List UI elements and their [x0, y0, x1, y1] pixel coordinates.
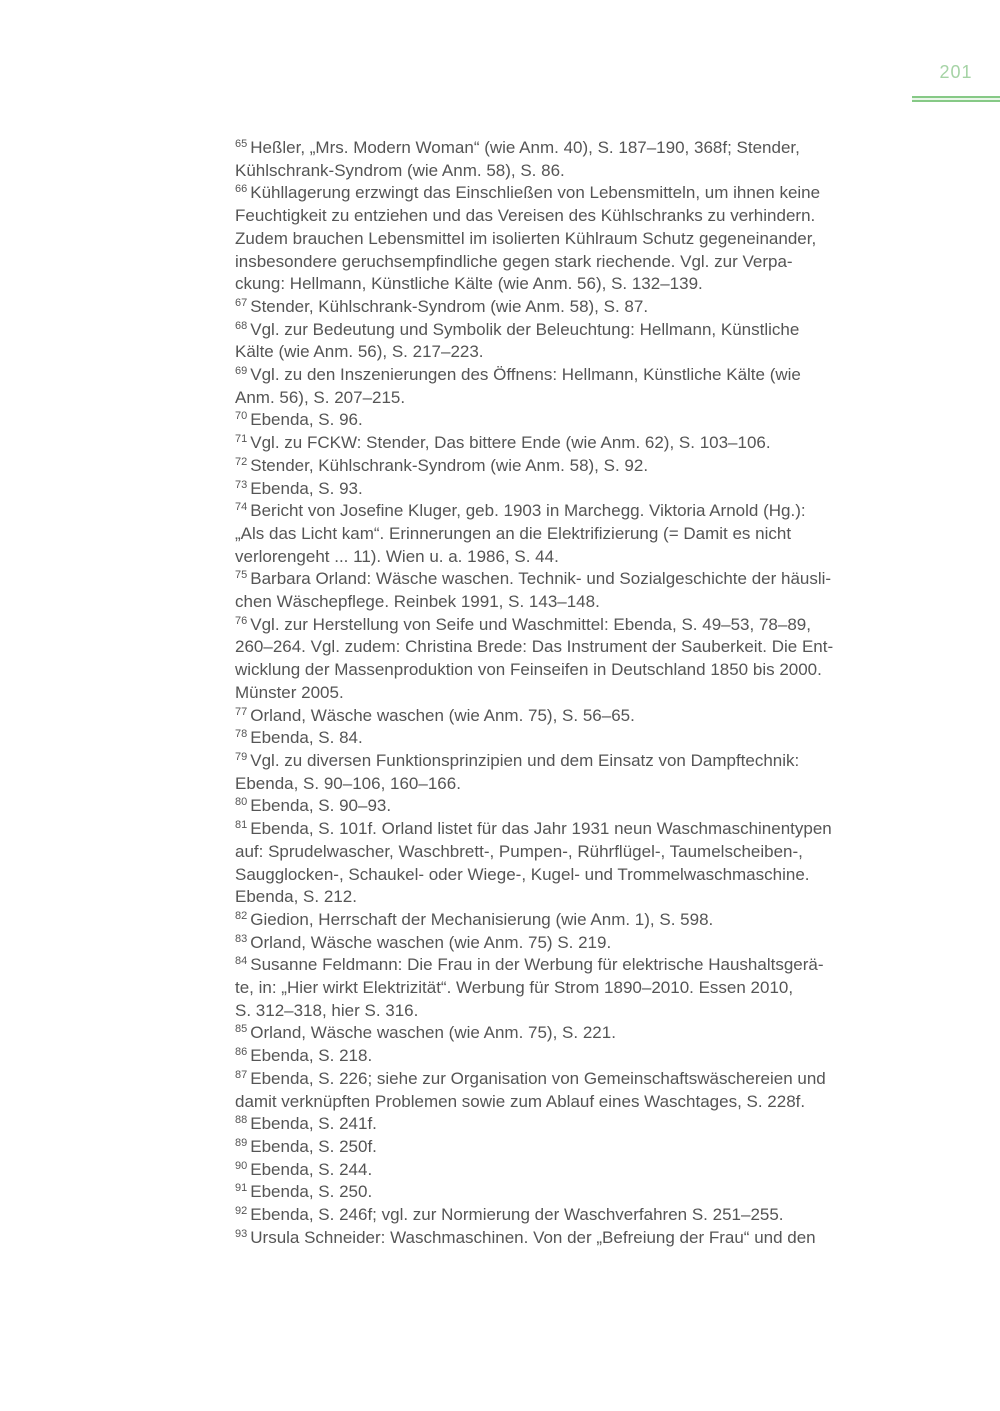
footnote-70: $^{70}$ Ebenda, S. 96. — [235, 410, 363, 430]
footnote-72: $^{72}$ Stender, Kühlschrank-Syndrom (wie Anm. 58), S. 92. — [235, 455, 649, 475]
footnote-65: $^{65}$ Heßler, „Mrs. Modern Woman“ (wie Anm. 40), S. 187–190, 368f; Stender, Kühlschrank-Syndrom (wie Anm. 58), S. 86. — [235, 138, 800, 180]
footnote-marker: 84 — [235, 955, 248, 968]
footnote-marker: 86 — [235, 1046, 248, 1059]
footnote-69: $^{69}$ Vgl. zu den Inszenierungen des Öffnens: Hellmann, Künstliche Kälte (wie Anm. 56), S. 207–215. — [235, 365, 801, 407]
footnote-75: $^{75}$ Barbara Orland: Wäsche waschen. Technik- und Sozialgeschichte der häusli- chen Wäschepflege. Reinbek 1991, S. 143–148. — [235, 569, 832, 612]
footnote-marker: 83 — [235, 932, 248, 945]
footnote-76: $^{76}$ Vgl. zur Herstellung von Seife und Waschmittel: Ebenda, S. 49–53, 78–89, 260–264. Vgl. zudem: Christina Brede: Das Instrument der Sauberkeit. Die Ent- wicklung der Massenproduktion von Feinseifen in Deutschland 1850 bis 2000. Münster 2005. — [235, 614, 834, 702]
footnote-marker: 90 — [235, 1159, 248, 1172]
footnote-marker: 69 — [235, 365, 248, 378]
footnote-78: $^{78}$ Ebenda, S. 84. — [235, 728, 363, 748]
footnote-marker: 87 — [235, 1068, 248, 1081]
footnote-74: $^{74}$ Bericht von Josefine Kluger, geb. 1903 in Marchegg. Viktoria Arnold (Hg.): „Als das Licht kam“. Erinnerungen an die Elektrifizierung (= Damit es nicht verlorengeht ... 11). Wien u. a. 1986, S. 44. — [235, 501, 806, 566]
footnotes-block — [235, 137, 915, 1249]
footnote-67: $^{67}$ Stender, Kühlschrank-Syndrom (wie Anm. 58), S. 87. — [235, 296, 649, 316]
footnote-marker: 68 — [235, 319, 248, 332]
footnote-81: $^{81}$ Ebenda, S. 101f. Orland listet für das Jahr 1931 neun Waschmaschinentypen auf: Sprudelwascher, Waschbrett-, Pumpen-, Rührflügel-, Taumelscheiben-, Saugglocken-, Schaukel- oder Wiege-, Kugel- und Trommelwaschmaschine. Ebenda, S. 212. — [235, 819, 832, 907]
header-rule — [912, 96, 1000, 102]
footnote-marker: 92 — [235, 1205, 248, 1218]
footnote-marker: 77 — [235, 705, 248, 718]
footnote-marker: 88 — [235, 1114, 248, 1127]
footnote-marker: 80 — [235, 796, 248, 809]
footnote-77: $^{77}$ Orland, Wäsche waschen (wie Anm. 75), S. 56–65. — [235, 705, 635, 725]
footnote-93: $^{93}$ Ursula Schneider: Waschmaschinen. Von der „Befreiung der Frau“ und den — [235, 1227, 816, 1247]
footnote-84: $^{84}$ Susanne Feldmann: Die Frau in der Werbung für elektrische Haushaltsgerä- te, in: „Hier wirkt Elektrizität“. Werbung für Strom 1890–2010. Essen 2010, S. 312–318, hier S. 316. — [235, 955, 824, 1020]
footnote-91: $^{91}$ Ebenda, S. 250. — [235, 1182, 373, 1202]
footnote-66: $^{66}$ Kühllagerung erzwingt das Einschließen von Lebensmitteln, um ihnen keine Feuchtigkeit zu entziehen und das Vereisen des Kühlschranks zu verhindern. Zudem brauchen Lebensmittel im isolierten Kühlraum Schutz gegeneinander, insbesondere geruchsempfindliche gegen stark riechende. Vgl. zur Verpa- ckung: Hellmann, Künstliche Kälte (wie Anm. 56), S. 132–139. — [235, 183, 821, 294]
footnote-marker: 93 — [235, 1227, 248, 1240]
footnote-86: $^{86}$ Ebenda, S. 218. — [235, 1046, 373, 1066]
footnote-marker: 76 — [235, 614, 248, 627]
footnote-marker: 81 — [235, 819, 248, 832]
footnote-marker: 73 — [235, 478, 248, 491]
footnote-73: $^{73}$ Ebenda, S. 93. — [235, 478, 363, 498]
footnote-marker: 78 — [235, 728, 248, 741]
footnote-82: $^{82}$ Giedion, Herrschaft der Mechanisierung (wie Anm. 1), S. 598. — [235, 909, 714, 929]
footnote-marker: 85 — [235, 1023, 248, 1036]
footnote-80: $^{80}$ Ebenda, S. 90–93. — [235, 796, 392, 816]
footnote-92: $^{92}$ Ebenda, S. 246f; vgl. zur Normierung der Waschverfahren S. 251–255. — [235, 1205, 784, 1225]
footnote-marker: 79 — [235, 750, 248, 763]
footnote-marker: 75 — [235, 569, 248, 582]
footnote-90: $^{90}$ Ebenda, S. 244. — [235, 1159, 373, 1179]
footnote-79: $^{79}$ Vgl. zu diversen Funktionsprinzipien und dem Einsatz von Dampftechnik: Ebenda, S. 90–106, 160–166. — [235, 750, 800, 793]
footnote-marker: 91 — [235, 1182, 248, 1195]
footnote-83: $^{83}$ Orland, Wäsche waschen (wie Anm. 75) S. 219. — [235, 932, 612, 952]
footnote-87: $^{87}$ Ebenda, S. 226; siehe zur Organisation von Gemeinschaftswäschereien und damit verknüpften Problemen sowie zum Ablauf eines Waschtages, S. 228f. — [235, 1068, 826, 1111]
footnote-88: $^{88}$ Ebenda, S. 241f. — [235, 1114, 377, 1134]
footnote-marker: 66 — [235, 183, 248, 196]
footnote-71: $^{71}$ Vgl. zu FCKW: Stender, Das bittere Ende (wie Anm. 62), S. 103–106. — [235, 433, 771, 453]
footnote-89: $^{89}$ Ebenda, S. 250f. — [235, 1136, 377, 1156]
footnote-marker: 82 — [235, 909, 248, 922]
footnote-marker: 65 — [235, 138, 248, 150]
footnote-68: $^{68}$ Vgl. zur Bedeutung und Symbolik der Beleuchtung: Hellmann, Künstliche Kälte (wie Anm. 56), S. 217–223. — [235, 319, 800, 362]
footnote-marker: 72 — [235, 455, 248, 468]
footnote-marker: 74 — [235, 501, 248, 514]
footnote-marker: 71 — [235, 433, 248, 446]
footnote-marker: 67 — [235, 296, 248, 309]
footnote-marker: 70 — [235, 410, 248, 423]
page-number: 201 — [939, 62, 973, 82]
footnote-marker: 89 — [235, 1136, 248, 1149]
footnote-85: $^{85}$ Orland, Wäsche waschen (wie Anm. 75), S. 221. — [235, 1023, 616, 1043]
